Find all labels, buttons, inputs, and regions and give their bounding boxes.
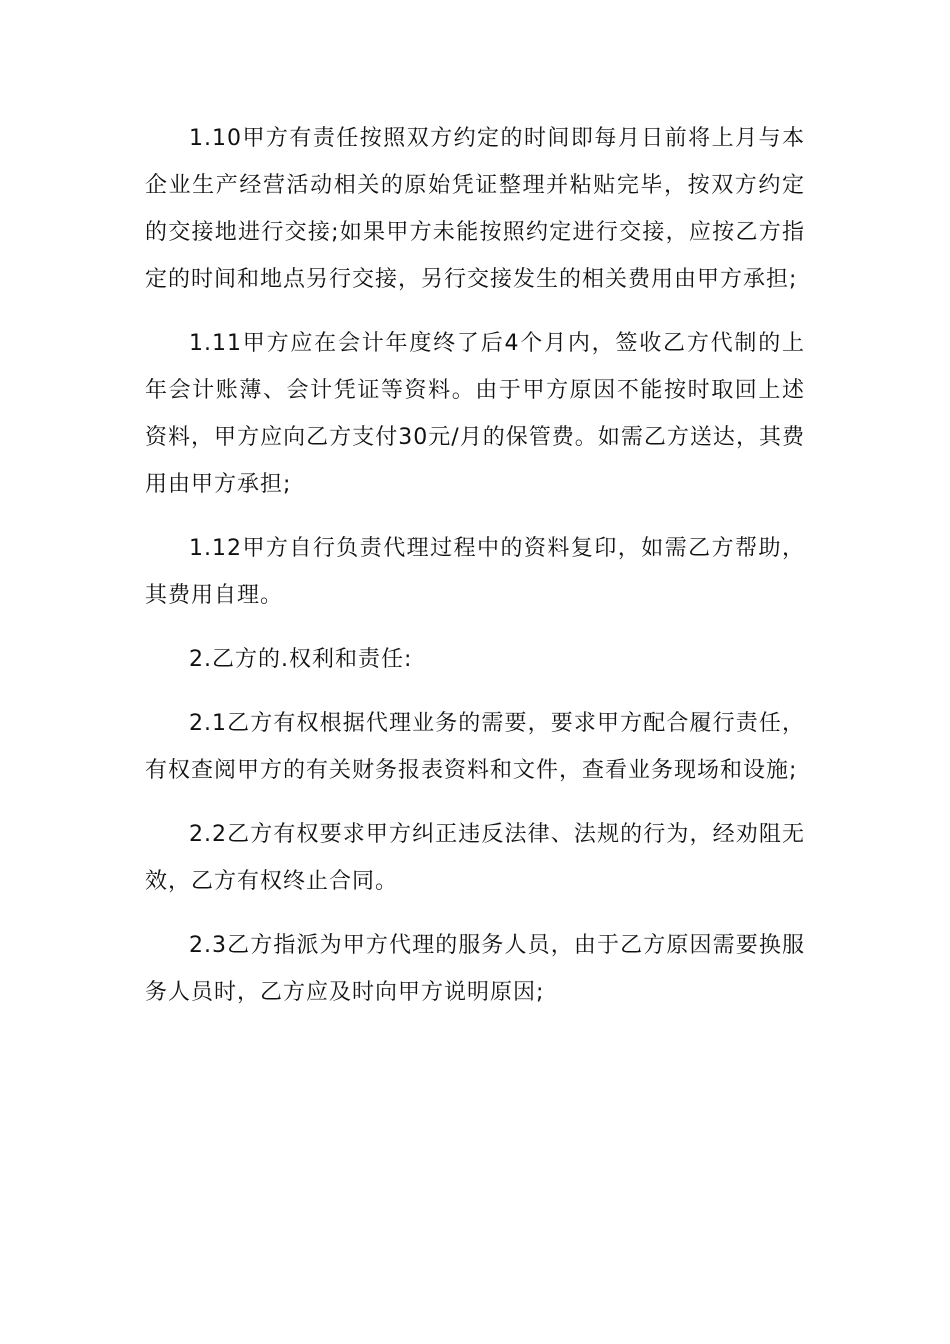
document-body: [145, 115, 805, 1033]
clause-1-12: 1.12甲方自行负责代理过程中的资料复印，如需乙方帮助，其费用自理。: [145, 536, 805, 608]
clause-1-10: 1.10甲方有责任按照双方约定的时间即每月日前将上月与本企业生产经营活动相关的原始凭证整理并粘贴完毕，按双方约定的交接地进行交接;如果甲方未能按照约定进行交接，应按乙方指定的时间和地点另行交接，另行交接发生的相关费用由甲方承担;: [145, 126, 805, 292]
section-2-heading: 2.乙方的.权利和责任:: [189, 647, 413, 672]
clause-1-11: 1.11甲方应在会计年度终了后4个月内，签收乙方代制的上年会计账薄、会计凭证等资料。由于甲方原因不能按时取回上述资料，甲方应向乙方支付30元/月的保管费。如需乙方送达，其费用由甲方承担;: [145, 331, 805, 497]
clause-2-2: 2.2乙方有权要求甲方纠正违反法律、法规的行为，经劝阻无效，乙方有权终止合同。: [145, 822, 805, 894]
clause-2-1: 2.1乙方有权根据代理业务的需要，要求甲方配合履行责任，有权查阅甲方的有关财务报表资料和文件，查看业务现场和设施;: [145, 711, 805, 783]
clause-2-3: 2.3乙方指派为甲方代理的服务人员，由于乙方原因需要换服务人员时，乙方应及时向甲方说明原因;: [145, 933, 805, 1005]
